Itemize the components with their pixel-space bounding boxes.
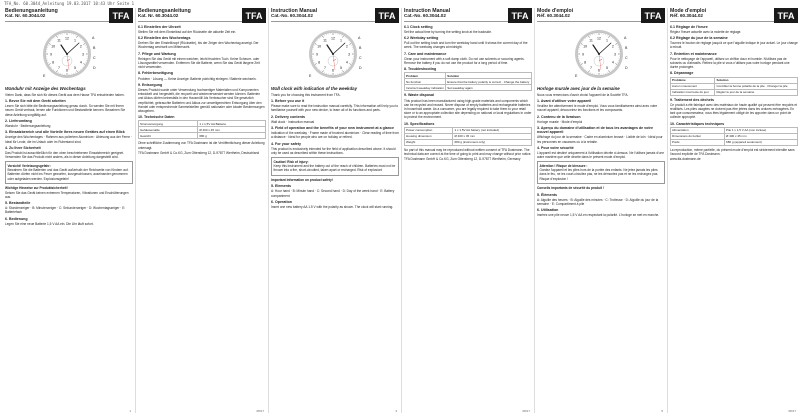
tfa-logo <box>508 8 532 23</box>
svg-text:TFA: TFA <box>378 11 396 21</box>
table-cell: Solution <box>715 77 798 83</box>
section-heading: 10. Technische Daten <box>138 115 175 120</box>
table-row <box>671 89 798 95</box>
table-cell: Ensure that the battery polarity is correct · Change the battery <box>446 79 532 85</box>
section-heading: 3. Einsatzbereich und alle Vorteile Ihres neuen Gerätes auf einen Blick <box>5 130 125 135</box>
column-separator <box>135 8 136 413</box>
clock-numeral: 1 <box>340 38 342 43</box>
clock-callout-label: D <box>359 65 362 70</box>
clock-numeral: 7 <box>58 65 60 70</box>
clock-numeral: 9 <box>50 51 52 56</box>
table-cell: Pile 1 x 1,5 V AA (non incluse) <box>725 127 798 133</box>
section-text: Dieses Produkt wurde unter Verwendung hochwertiger Materialien und Komponenten entwickelt und hergestellt, die recycelt und wiederverwendet werden können. Batterien und Akkus dürfen keinesfalls in den Hausmüll! Als Verbraucher sind Sie gesetzlich verpflichtet, gebrauchte Batterien und Akkus zur umweltgerechten Entsorgung über den Handel oder entsprechende Sammelstellen gemäß nationaler oder lokaler Bestimmungen abzugeben. <box>138 88 265 114</box>
table-cell: Problem <box>405 73 446 79</box>
clock-numeral: 3 <box>82 51 84 56</box>
table-row <box>405 85 532 91</box>
tfa-logo <box>109 8 133 23</box>
clock-numeral: 3 <box>614 51 616 56</box>
clock-callout-label: C <box>93 55 96 60</box>
clock-numeral: 10 <box>583 43 588 48</box>
clock-callout-label: E <box>575 73 578 78</box>
article-number: Réf. 60.3044.02 <box>670 13 703 19</box>
section-text: Affichage du jour de la semaine · Cadre en aluminium brossé · Lisible de loin · Idéal pour les personnes en vacances ou à la retraite. <box>537 135 663 144</box>
page-number: 3 <box>395 408 397 413</box>
table-cell: Gewicht <box>139 133 198 139</box>
troubleshooting-table <box>670 77 798 96</box>
section-text: Anzeige des Wochentages · Rahmen aus poliertem Aluminium · Ablesung aus der Ferne · Ideal für Leute, die im Urlaub oder im Ruhestand sind. <box>5 135 132 144</box>
clock-callout-label: D <box>625 65 628 70</box>
clock-numeral: 7 <box>590 65 592 70</box>
clock-numeral: 6 <box>598 67 600 72</box>
section-heading: 1. Avant d'utiliser votre appareil <box>537 99 592 104</box>
section-text: Problem · Lösung — Keine Anzeige: Batterie polrichtig einlegen / Batterie wechseln. <box>138 76 257 81</box>
section-heading: 2. Contenu de la livraison <box>537 114 581 119</box>
article-number: Réf. 60.3044.02 <box>537 13 570 19</box>
section-text: Setzen Sie das Gerät keinen extremen Temperaturen, Vibrationen und Erschütterungen aus. <box>5 190 129 199</box>
clock-numeral: 10 <box>51 43 56 48</box>
clock-numeral: 5 <box>606 65 608 70</box>
table-cell: 1 x 1,5V AA Batterie <box>198 121 266 127</box>
section-heading: 6.2 Réglage du jour de la semaine <box>670 36 728 41</box>
clock-numeral: 4 <box>79 59 82 64</box>
section-heading: 6. Operation <box>271 199 292 204</box>
table-cell: Poids <box>671 139 725 145</box>
clock-numeral: 3 <box>348 51 350 56</box>
clock-callout-label: D <box>93 65 96 70</box>
section-text: Stellen Sie mit dem Einstellrad auf der Rückseite die aktuelle Zeit ein. <box>138 29 237 34</box>
section-heading: 1. Before you use it <box>271 99 305 104</box>
article-number: Cat.-No. 60.3044.02 <box>404 13 446 19</box>
clock-numeral: 2 <box>79 43 82 48</box>
clock-numeral: 6 <box>66 67 68 72</box>
table-cell: Stromversorgung <box>139 121 198 127</box>
section-heading: 3. Aperçu du domaine d'utilisation et de tous les avantages de votre nouvel appareil <box>537 126 653 135</box>
clock-numeral: 11 <box>323 38 327 43</box>
clock-numeral: 11 <box>589 38 593 43</box>
section-heading: 7. Care and maintenance <box>404 51 447 56</box>
manual-heading: Mode d'emploi <box>537 8 574 14</box>
table-cell: Ø 400 x 45 mm <box>725 133 798 139</box>
table-cell: Dimensions du boîtier <box>671 133 725 139</box>
svg-text:TFA: TFA <box>777 11 795 21</box>
clock-callout-label: A <box>92 35 95 40</box>
section-text: Clean your instrument with a soft damp cloth. Do not use solvents or scouring agents. Remove the battery if you do not use the product for a long period of time. <box>404 56 525 66</box>
section-heading: 6.1 Einstellen der Uhrzeit <box>138 24 181 29</box>
column-separator <box>667 8 668 413</box>
clock-numeral: 1 <box>606 38 608 43</box>
tfa-logo <box>774 8 798 23</box>
clock-numeral: 11 <box>57 38 61 43</box>
section-text: A: Aiguille des heures · B: Aiguille des minutes · C: Trotteuse · D: Aiguille du jour de la semaine · E: Compartiment à pile <box>537 197 659 207</box>
section-heading: 2. Delivery contents <box>271 114 305 119</box>
caution-text: Keep this instrument and the battery out of the reach of children. Batteries must not be thrown into a fire, short-circuited, taken apart or recharged. Risk of explosion! <box>273 163 396 173</box>
section-heading: 6. Bedienung <box>5 216 28 221</box>
column-separator <box>401 8 402 413</box>
table-cell: Indication incorrecte du jour <box>671 89 715 95</box>
clock-numeral: 8 <box>52 59 55 64</box>
section-text: Réglez l'heure actuelle avec la molette de réglage. <box>670 29 742 34</box>
article-number: Cat.-No. 60.3044.02 <box>271 13 313 19</box>
section-text: Pull out the setting knob and turn the weekday hand until it shows the current day of the week. The weekday changes at midnight. <box>404 41 528 50</box>
table-cell: Weight <box>405 139 453 145</box>
page-number: 08/17 <box>522 408 530 413</box>
section-heading: 6.2 Weekday setting <box>404 36 439 41</box>
table-row <box>405 139 532 145</box>
clock-numeral: 7 <box>324 65 326 70</box>
section-heading: 5. Bestandteile <box>5 201 31 206</box>
product-title: Wanduhr mit Anzeige des Wochentags <box>5 85 86 91</box>
section-heading: 4. Pour votre sécurité <box>537 145 574 150</box>
clock-callout-label: A <box>358 35 361 40</box>
section-heading: 8. Fehlerbeseitigung <box>138 71 173 76</box>
section-text: Das Produkt ist ausschließlich für den oben beschriebenen Einsatzbereich geeignet. Verwenden Sie das Produkt nicht anders, als in dieser Anleitung dargestellt wird. <box>5 151 124 160</box>
caution-label: Attention ! Risque de blessure : <box>539 163 588 168</box>
company-address: TFA Dostmann GmbH & Co.KG, Zum Ottersberg 12, D-97877 Wertheim, Deutschland <box>138 151 260 156</box>
section-text: This product has been manufactured using high-grade materials and components which can be recycled and reused. Never dispose of empty batteries and rechargeable batteries in household waste. As a consumer, you are legally required to take them to your retail store or to an appropriate collection site depending on national or local regulations in order to protect the environment. <box>404 98 532 120</box>
clock-callout-label: C <box>359 55 362 60</box>
clock-callout-label: B <box>359 45 362 50</box>
section-text: Legen Sie eine neue Batterie 1,5 V AA ein. Die Uhr läuft sofort. <box>5 221 94 226</box>
table-cell: Solution <box>446 73 532 79</box>
legal-text: Ohne schriftliche Zustimmung von TFA Dostmann ist die Veröffentlichung dieser Anleitung untersagt. <box>138 141 265 150</box>
section-text: Insert one new battery AA 1.5 V with the polarity as shown. The clock will start running. <box>271 205 394 210</box>
article-number: Kat. Nr. 60.3044.02 <box>5 13 46 19</box>
caution-text: Bewahren Sie die Batterien und das Gerät außerhalb der Reichweite von Kindern auf. Batterien dürfen nicht ins Feuer geworfen, kurzgeschlossen, auseinander genommen oder aufgeladen werden. Explosionsgefahr! <box>7 168 129 181</box>
svg-text:TFA: TFA <box>245 11 263 21</box>
manual-heading: Instruction Manual <box>404 8 451 14</box>
clock-numeral: 9 <box>316 51 318 56</box>
clock-center <box>332 53 334 55</box>
clock-center <box>66 53 68 55</box>
tech-table <box>404 127 532 146</box>
clock-callout-label: E <box>309 73 312 78</box>
column-de-1 <box>5 8 133 413</box>
section-text: Wanduhr · Bedienungsanleitung <box>5 124 51 129</box>
section-heading: 10. Specifications <box>404 121 435 126</box>
table-cell: 1 x 1.5V AA battery (not included) <box>453 127 532 133</box>
troubleshooting-table <box>404 72 532 91</box>
clock-callout-label: B <box>93 45 96 50</box>
section-text: L'appareil est destiné uniquement à l'utilisation décrite ci-dessus. Ne l'utilisez jamais d'une autre manière que celle décrite dans le présent mode d'emploi. <box>537 151 664 160</box>
page-number: 1 <box>129 408 131 413</box>
table-cell: Housing dimension <box>405 133 453 139</box>
column-en-2 <box>404 8 532 413</box>
section-text: Reinigen Sie das Gerät mit einem weichen, leicht feuchten Tuch. Keine Scheuer- oder Lösungsmittel verwenden. Entfernen Sie die Batterie, wenn Sie das Gerät längere Zeit nicht verwenden. <box>138 56 260 70</box>
section-text: Wall clock · Instruction manual <box>271 119 315 124</box>
section-heading: 3. Field of operation and the benefits of your new instrument at a glance <box>271 126 395 131</box>
section-heading: 6. Utilisation <box>537 208 559 213</box>
tech-table <box>138 120 266 139</box>
clock-numeral: 4 <box>345 59 348 64</box>
section-heading: 6.2 Einstellen des Wochentags <box>138 36 191 41</box>
section-heading: 6.1 Clock setting <box>404 24 433 29</box>
table-cell: Ø 400 x 45 mm <box>453 133 532 139</box>
section-heading: 5. Éléments <box>537 192 557 197</box>
product-title: Wall clock with indication of the weekday <box>271 85 358 91</box>
caution-label: Caution! Risk of injury: <box>273 159 309 164</box>
clock-numeral: 5 <box>74 65 76 70</box>
manual-heading: Bedienungsanleitung <box>138 8 191 14</box>
tfa-logo <box>375 8 399 23</box>
table-cell: 680 g (appareil seulement) <box>725 139 798 145</box>
clock-numeral: 4 <box>611 59 614 64</box>
print-header: TFA_No. 60.3044_Anleitung 19.03.2017 10:43 Uhr Seite 1 <box>4 1 135 6</box>
caution-label: Vorsicht! Verletzungsgefahr: <box>7 163 51 168</box>
caution-box <box>271 157 399 176</box>
clock-illustration <box>572 25 630 83</box>
clock-numeral: 9 <box>582 51 584 56</box>
clock-center <box>598 53 600 55</box>
section-text: Horloge murale · Mode d'emploi <box>537 119 583 124</box>
section-heading: 1. Bevor Sie mit dem Gerät arbeiten <box>5 99 66 104</box>
manual-heading: Mode d'emploi <box>670 8 707 14</box>
intro-text: Nous vous remercions d'avoir choisi l'appareil de la Société TFA. <box>537 92 629 97</box>
manual-heading: Instruction Manual <box>271 8 318 14</box>
section-text: A: Hour hand · B: Minute hand · C: Second hand · D: Day of the week hand · E: Battery compartment <box>271 189 395 198</box>
section-heading: 7. Pflege und Wartung <box>138 51 176 56</box>
section-heading: 5. Elements <box>271 184 291 189</box>
clock-numeral: 10 <box>317 43 322 48</box>
table-cell: Ø 400 x 45 mm <box>198 127 266 133</box>
section-text: Insérez une pile neuve 1,5 V AA en respectant la polarité. L'horloge se met en marche. <box>537 213 660 218</box>
section-text: Please make sure to read the instruction manual carefully. This information will help you to familiarise yourself with your new device, to learn all of its functions and parts. <box>271 104 399 113</box>
table-row <box>139 133 266 139</box>
svg-text:TFA: TFA <box>511 11 529 21</box>
section-text: Tournez le bouton de réglage jusqu'à ce que l'aiguille indique le jour actuel. Le jour change à minuit. <box>670 41 798 50</box>
table-cell: Aucun mouvement <box>671 83 715 89</box>
section-heading: 9. Traitement des déchets <box>670 97 714 102</box>
section-heading: 2. Lieferumfang <box>5 118 32 123</box>
clock-numeral: 12 <box>331 35 335 40</box>
table-cell: Problème <box>671 77 715 83</box>
section-text: This product is exclusively intended for the field of application described above. It should only be used as described within these instructions. <box>271 146 396 156</box>
clock-callout-label: B <box>625 45 628 50</box>
caution-box <box>537 161 665 184</box>
clock-illustration <box>40 25 98 83</box>
table-cell: 680 g (instrument only) <box>453 139 532 145</box>
section-heading: 7. Entretien et maintenance <box>670 51 717 56</box>
clock-numeral: 6 <box>332 67 334 72</box>
intro-text: Thank you for choosing this instrument from TFA. <box>271 92 341 97</box>
clock-numeral: 2 <box>611 43 614 48</box>
tfa-logo <box>242 8 266 23</box>
important-label: Important information on product safety! <box>271 178 333 183</box>
table-cell: Gehäusemaße <box>139 127 198 133</box>
table-row <box>671 83 798 89</box>
clock-numeral: 12 <box>597 35 601 40</box>
column-fr-2 <box>670 8 798 413</box>
clock-numeral: 2 <box>345 43 348 48</box>
caution-box <box>5 161 133 184</box>
clock-callout-label: E <box>43 73 46 78</box>
important-label: Conseils importants de sécurité du produit ! <box>537 186 604 191</box>
section-text: Veuillez lire attentivement le mode d'emploi. Vous vous familiariserez ainsi avec votre nouvel appareil, découvrirez les fonctions et les composants. <box>537 104 658 113</box>
section-heading: 9. Waste disposal <box>404 93 435 98</box>
clock-numeral: 8 <box>584 59 587 64</box>
section-text: Set the actual time by turning the setting knob at the backside. <box>404 29 492 34</box>
clock-callout-label: C <box>625 55 628 60</box>
article-number: Kat. Nr. 60.3044.02 <box>138 13 179 19</box>
clock-illustration <box>306 25 364 83</box>
page-number: 5 <box>661 408 663 413</box>
clock-numeral: 1 <box>74 38 76 43</box>
table-cell: No function <box>405 79 446 85</box>
section-heading: 8. Troubleshooting <box>404 67 437 72</box>
legal-text: No part of this manual may be reproduced without written consent of TFA Dostmann. The technical data are correct at the time of going to print and may change without prior notice. <box>404 147 532 156</box>
tfa-logo <box>641 8 665 23</box>
section-heading: 6.1 Réglage de l'heure <box>670 24 708 29</box>
table-cell: Incorrect weekday indication <box>406 85 444 90</box>
table-cell: Alimentation <box>671 127 725 133</box>
table-cell: 680 g <box>198 133 266 139</box>
table-cell: Réglez le jour de la semaine <box>715 89 798 95</box>
table-cell: Power consumption <box>405 127 453 133</box>
section-text: Ce produit a été fabriqué avec des matériaux de haute qualité qui peuvent être recyclés et réutilisés. Les piles usagées ne doivent pas être jetées dans les ordures ménagères. En tant que consommateur, vous êtes légalement obligé de les apporter dans un point de collecte approprié. <box>670 102 798 120</box>
column-fr-1 <box>537 8 665 413</box>
svg-text:TFA: TFA <box>112 11 130 21</box>
page-number: 08/17 <box>256 408 264 413</box>
svg-text:TFA: TFA <box>644 11 662 21</box>
table-cell: Contrôler la bonne polarité de la pile · Changer la pile <box>715 83 798 89</box>
column-separator <box>534 8 535 413</box>
section-heading: 4. Zu Ihrer Sicherheit <box>5 145 41 150</box>
clock-callout-label: A <box>624 35 627 40</box>
column-de-2 <box>138 8 266 413</box>
clock-numeral: 12 <box>65 35 69 40</box>
clock-numeral: 8 <box>318 59 321 64</box>
table-cell: Set weekday again <box>446 85 532 91</box>
section-text: Drehen Sie den Einstellknopf (Rückseite), bis der Zeiger den Wochentag anzeigt. Der Wochentag wechselt um Mitternacht. <box>138 41 259 50</box>
section-text: Indication of the weekday · Frame made of brushed aluminium · Clear reading of time from a distance · Ideal for people who are on holiday or retired. <box>271 131 399 140</box>
company-address: www.tfa-dostmann.de <box>670 157 701 162</box>
section-text: A: Stundenzeiger · B: Minutenzeiger · C: Sekundenzeiger · D: Wochentagszeiger · E: Batteriefach <box>5 206 126 215</box>
column-separator <box>268 8 269 413</box>
manual-heading: Bedienungsanleitung <box>5 8 58 14</box>
important-label: Wichtige Hinweise zur Produktsicherheit! <box>5 186 68 191</box>
page-number: 08/17 <box>788 408 796 413</box>
intro-text: Vielen Dank, dass Sie sich für dieses Gerät aus dem Hause TFA entschieden haben. <box>5 92 125 97</box>
clock-numeral: 5 <box>340 65 342 70</box>
table-row <box>671 139 798 145</box>
product-title: Horloge murale avec jour de la semaine <box>537 85 620 91</box>
section-heading: 8. Dépannage <box>670 71 694 76</box>
caution-text: Gardez l'appareil et les piles hors de la portée des enfants. Ne jetez jamais les piles dans le feu, ne les court-circuitez pas, ne les démontez pas et ne les rechargez pas. Risque d'explosion ! <box>539 168 659 181</box>
section-heading: 10. Caractéristiques techniques <box>670 121 725 126</box>
tech-table <box>670 127 798 146</box>
section-heading: 9. Entsorgung <box>138 82 163 87</box>
section-text: Lesen Sie sich bitte die Bedienungsanleitung genau durch. So werden Sie mit Ihrem neuen Gerät vertraut, lernen alle Funktionen und Bestandteile kennen. Bewahren Sie diese Anleitung sorgfältig auf. <box>5 104 126 117</box>
section-heading: 4. For your safety <box>271 141 301 146</box>
company-address: TFA Dostmann GmbH & Co.KG, Zum Ottersberg 12, D-97877 Wertheim, Germany <box>404 157 521 162</box>
section-text: Pour le nettoyage de l'appareil, utilisez un chiffon doux et humide. N'utilisez pas de solvants ou d'abrasifs. Retirez la pile si vous n'utilisez pas votre horloge pendant une durée prolongée. <box>670 56 790 70</box>
column-en-1 <box>271 8 399 413</box>
legal-text: La reproduction, même partielle, du présent mode d'emploi est strictement interdite sans l'accord explicite de TFA Dostmann. <box>670 147 795 156</box>
